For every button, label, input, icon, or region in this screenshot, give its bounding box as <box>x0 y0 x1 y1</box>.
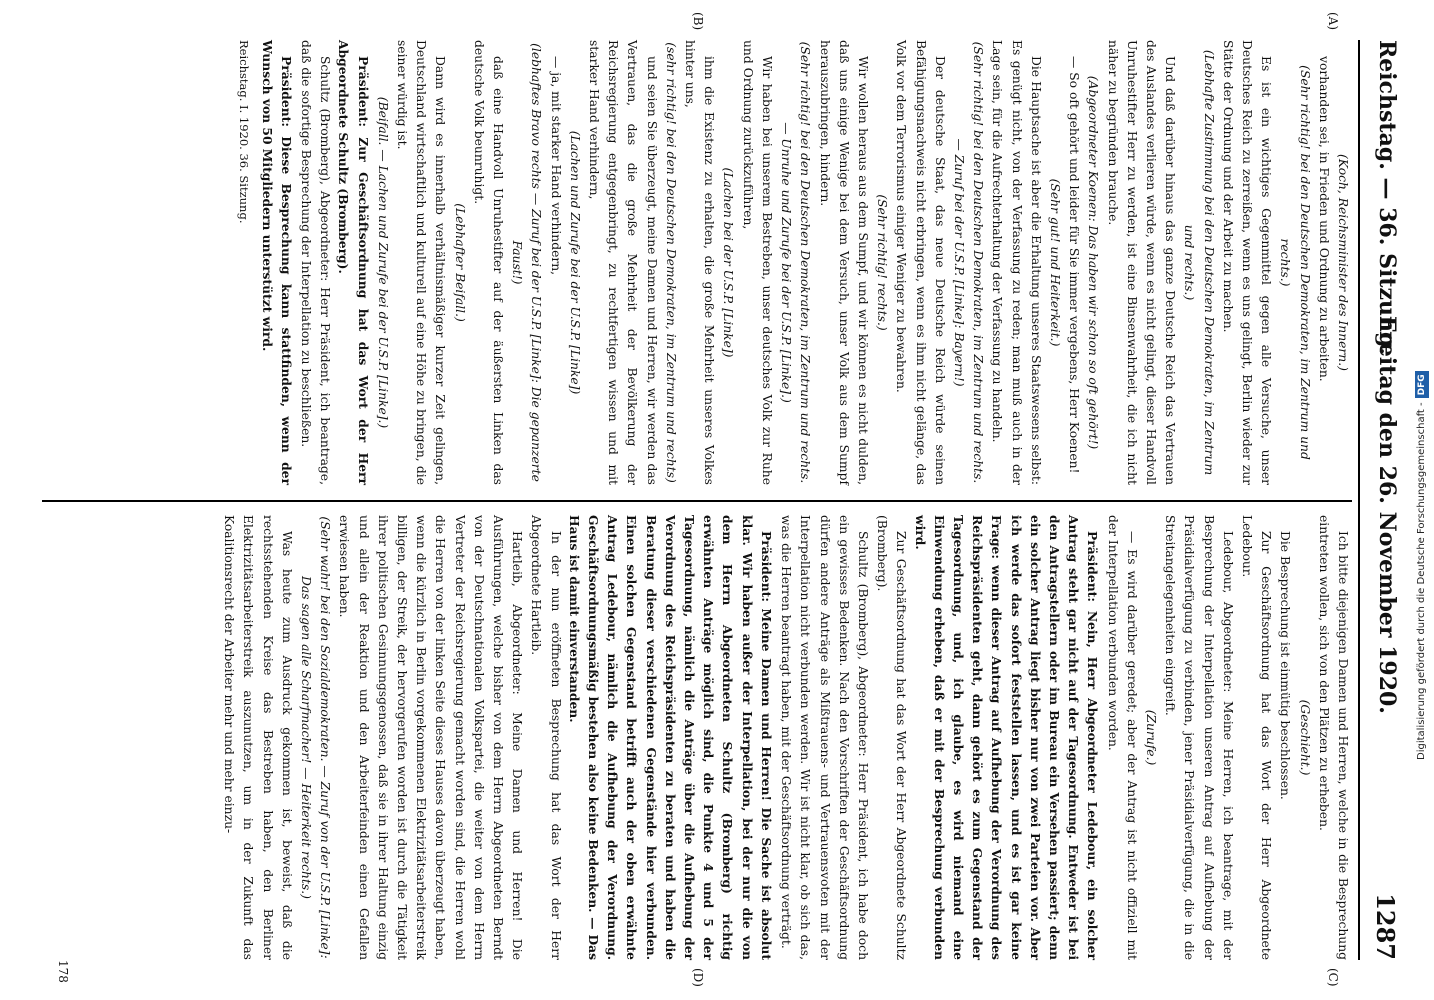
paragraph: — Es wird darüber geredet; aber der Antrag ist nicht offiziell mit der Interpellation verbunden worden. <box>1105 515 1139 960</box>
credit-text-line <box>1410 0 1434 1000</box>
paragraph: Die Besprechung ist einmütig beschlossen. <box>1278 531 1293 800</box>
paragraph: In der nun eröffneten Besprechung hat das Wort der Herr Abgeordnete Hartleib. <box>529 515 563 960</box>
margin-marker-c: (C) <box>1326 968 1340 987</box>
paragraph: Die Hauptsache ist aber die Erhaltung unseres Staatswesens selbst: Es genügt nicht, von der Verfassung zu reden; man muß auch in der Lage sein, für die Aufrechterhaltung der Verfassung zu handeln. <box>990 40 1043 485</box>
paragraph: ihm die Existenz zu erhalten, die große Mehrheit unseres Volkes hinter uns, <box>683 40 717 485</box>
paragraph: und seien Sie überzeugt, meine Damen und Herren, wir werden das Vertrauen, das die große Mehrheit der Bevölkerung der Reichsregierung entgegenbringt, zu rechtfertigen wissen und mit starker Hand verhindern, <box>587 40 659 485</box>
interjection: (Sehr gut! und Heiterkeit.) <box>1047 178 1062 347</box>
right-column <box>219 515 1352 960</box>
paragraph: — ja, mit starker Hand verhindern, <box>548 56 563 276</box>
credit-text: Digitalisierung gefördert durch die Deutsche Forschungsgemeinschaft - <box>1416 402 1427 760</box>
interjection: (Sehr richtig! bei den Deutschen Demokraten, im Zentrum und rechts.) <box>1278 65 1312 460</box>
paragraph: Präsident: Diese Besprechung kann stattfinden, wenn der Wunsch von 50 Mitgliedern unterstützt wird. <box>259 40 294 485</box>
paragraph: Wir haben bei unserem Bestreben, unser deutsches Volk zur Ruhe und Ordnung zurückzuführen, <box>740 40 774 485</box>
paragraph: Zur Geschäftsordnung hat das Wort der Herr Abgeordnete Ledebour. <box>1239 515 1274 960</box>
header-center: Freitag den 26. November 1920. <box>1374 316 1400 714</box>
paragraph: Ich bitte diejenigen Damen und Herren, welche in die Besprechung eintreten wollen, sich von den Plätzen zu erheben. <box>1316 515 1350 960</box>
paragraph: Dann wird es innerhalb verhältnismäßiger kurzer Zeit gelingen, Deutschland wirtschaftlich und kulturell auf eine Höhe zu bringen, die seiner würdig ist. <box>395 40 448 485</box>
interjection: (Koch, Reichsminister des Innern.) <box>1336 154 1350 371</box>
signature-number: 178 <box>56 960 70 983</box>
interjection: (sehr richtig! bei den Deutschen Demokraten, im Zentrum und rechts) <box>663 42 678 483</box>
paragraph: Und daß darüber hinaus das ganze Deutsche Reich das Vertrauen des Auslandes verlieren würde, wenn es nicht gelingt, dieser Handvoll Unruhestifter Herr zu werden, ist eine Binsenwahrheit, die ich nicht näher zu begründen brauche. <box>1105 40 1178 485</box>
paragraph: vorhanden sei, in Frieden und Ordnung zu arbeiten. <box>1316 56 1331 382</box>
paragraph: Schultz (Bromberg), Abgeordneter: Herr Präsident, ich beantrage, daß die sofortige Besprechung der Interpellation zu beschließen. <box>299 40 333 485</box>
page-number: 1287 <box>1371 893 1400 960</box>
paragraph: Präsident: Nein, Herr Abgeordneter Ledebour, ein solcher Antrag steht gar nicht auf der Tagesordnung. Entweder ist bei den Antragstellern oder im Bureau ein Versehen passiert; denn ein solcher Antrag liegt bisher nur von zwei Parteien vor. Aber ich werde das sofort feststellen lassen, und es ist gar keine Frage: wenn dieser Antrag auf Aufhebung der Verordnung des Reichspräsidenten geht, dann gehört es zum Gegenstand der Tagesordnung, und, ich glaube, es wird niemand eine Einwendung erheben, daß er mit der Besprechung verbunden wird. <box>912 515 1101 960</box>
margin-marker-b: (B) <box>691 12 705 31</box>
paragraph: Präsident: Zur Geschäftsordnung hat das Wort der Herr Abgeordnete Schultz (Bromberg). <box>336 40 371 485</box>
interjection: (Abgeordneter Koenen: Das haben wir schon so oft gehört!) <box>1086 75 1101 450</box>
interjection: (Sehr richtig! rechts.) <box>875 194 890 331</box>
paragraph: Schultz (Bromberg), Abgeordneter: Herr Präsident, ich habe doch ein gewisses Bedenken. Nach den Vorschriften der Geschäftsordnung dürfen andere Anträge als Mißtrauens- und Vertrauensvoten mit der Interpellation nicht verbunden werden. Wir ist nicht klar, ob sich das, was die Herren beantragt haben, mit der Geschäftsordnung verträgt. <box>779 515 870 960</box>
interjection: (Beifall. — Lachen und Zurufe bei der U.S.P. [Linke].) <box>375 96 390 429</box>
paragraph: Hartleib, Abgeordneter: Meine Damen und Herren! Die Ausführungen, welche bisher von dem Herrn Abgeordneten Berndt von der Deutschnationalen Volkspartei, die weiter von dem Herrn Vertreter der Reichsregierung gemacht worden sind, die Herren wohl die Herren von der linken Seite dieses Hauses davon überzeugt haben, wenn die kürzlich in Berlin vorgekommenen Elektrizitätsarbeiterstreik billigen, der Streik, der hervorgerufen worden ist durch die Tätigkeit ihrer politischen Gesinnungsgenossen, daß sie in ihrer Haltung einzig und allein der Reaktion und den Arbeiterfeinden einen Gefallen erwiesen haben. <box>337 515 525 960</box>
header-left: Reichstag. — 36. Sitzung. <box>1374 40 1400 356</box>
paragraph: — So oft gehört und leider für Sie immer vergebens, Herr Koenen! <box>1067 56 1082 474</box>
interjection: (Sehr wahr! bei den Sozialdemokraten. — Zuruf von der U.S.P. [Linke]: Das sagen alle Scharfmacher! — Heiterkeit rechts.) <box>299 516 333 959</box>
interjection: (Sehr richtig! bei den Deutschen Demokraten, im Zentrum und rechts. — Unruhe und Zurufe bei der U.S.P. [Linke].) <box>779 41 813 484</box>
footnote: Reichstag. I. 1920. 36. Sitzung. <box>237 40 252 224</box>
paragraph: Präsident: Meine Damen und Herren! Die Sache ist absolut klar. Wir haben außer der Interpellation, bei der nur die von dem Herrn Abgeordneten Schultz (Bromberg) richtig erwähnten Anträge möglich sind, die Punkte 4 und 5 der Tagesordnung, nämlich die Anträge über die Aufhebung der Verordnung des Reichspräsidenten zu beraten und haben die Beratung dieser verschiedenen Gegenstände hier verbunden. Einen solchen Gegenstand betrifft auch der oben erwähnte Antrag Ledebour, nämlich die Aufhebung der Verordnung. Geschäftsordnungsmäßig bestehen also keine Bedenken. — Das Haus ist damit einverstanden. <box>566 515 774 960</box>
running-header <box>1360 40 1400 960</box>
interjection: (Sehr richtig! bei den Deutschen Demokraten, im Zentrum und rechts. — Zuruf bei der U.S.P. [Linke]: Bayern!) <box>951 41 986 484</box>
left-column <box>234 40 1352 485</box>
paragraph: Was heute zum Ausdruck gekommen ist, beweist, daß die rechtsstehenden Kreise das Bestreben haben, den Berliner Elektrizitätsarbeiterstreik auszunutzen, um in der Zukunft das Koalitionsrecht der Arbeiter mehr und mehr einzu- <box>222 515 294 960</box>
paragraph: daß eine Handvoll Unruhestifter auf der äußersten Linken das deutsche Volk beunruhigt. <box>471 40 506 485</box>
interjection: (Lachen bei der U.S.P. [Linke]) <box>721 167 736 358</box>
header-rule <box>1358 40 1360 960</box>
paragraph: Zur Geschäftsordnung hat das Wort der Herr Abgeordnete Schultz (Bromberg). <box>875 515 909 960</box>
paragraph: Wir wollen heraus aus dem Sumpf, und wir können es nicht dulden, daß uns einige Wenige bei dem Versuch, unser Volk aus dem Sumpf herauszubringen, hindern. <box>817 40 870 485</box>
paragraph: Es ist ein wichtiges Gegenmittel gegen alle Versuche, unser Deutsches Reich zu zerreißen, wenn es uns gelingt, Berlin wieder zur Stätte der Ordnung und der Arbeit zu machen. <box>1220 40 1274 485</box>
interjection: (Geschieht.) <box>1297 699 1312 776</box>
paragraph: Der deutsche Staat, das neue Deutsche Reich würde seinen Befähigungsnachweis nicht erbringen, wenn es ihm nicht gelänge, das Volk vor dem Terrorismus einiger Weniger zu bewahren. <box>894 40 947 485</box>
interjection: (Lebhafte Zustimmung bei den Deutschen Demokraten, im Zentrum und rechts.) <box>1182 49 1216 476</box>
margin-marker-d: (D) <box>691 968 705 987</box>
dfg-logo: DFG <box>1415 371 1429 398</box>
column-separator <box>42 500 1352 502</box>
interjection: (Zurufe.) <box>1143 709 1158 766</box>
interjection: (Lebhafter Beifall.) <box>452 203 467 322</box>
digitization-credit <box>1410 0 1434 1000</box>
paragraph: Ledebour, Abgeordneter: Meine Herren, ich beantrage, mit der Besprechung der Interpellation unseren Antrag auf Aufhebung der Präsidialverfügung zu verbinden, jener Präsidialverfügung, die in die Streitangelegenheiten eingreift. <box>1163 515 1235 960</box>
margin-marker-a: (A) <box>1326 12 1340 31</box>
interjection: (lebhaftes Bravo rechts — Zuruf bei der U.S.P. [Linke]: Die gepanzerte Faust!) <box>510 43 544 482</box>
interjection: (Lachen und Zurufe bei der U.S.P. [Linke]) <box>567 130 582 395</box>
